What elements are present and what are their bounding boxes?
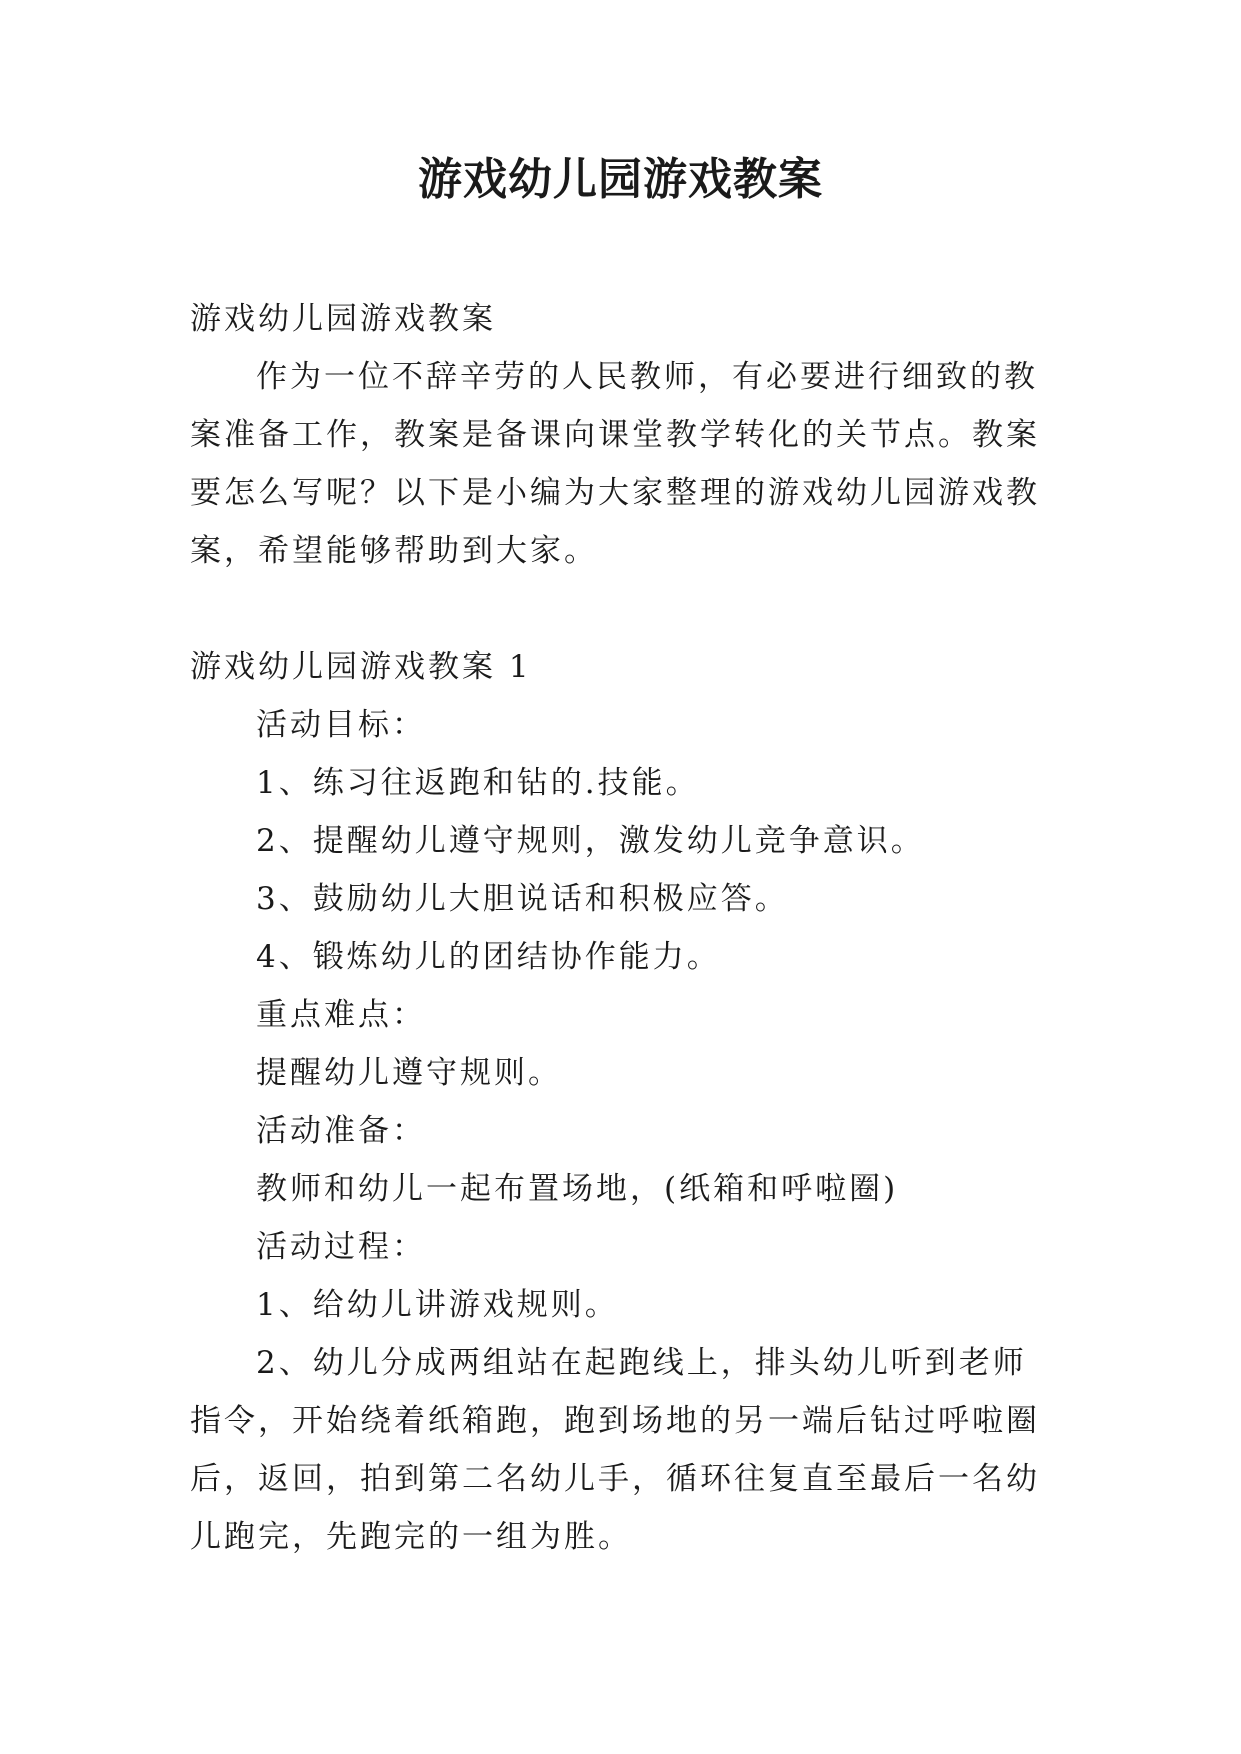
prep-text: 教师和幼儿一起布置场地，(纸箱和呼啦圈) [256,1171,899,1207]
document-title: 游戏幼儿园游戏教案 [418,154,823,205]
goal-item: 2、提醒幼儿遵守规则，激发幼儿竞争意识。 [256,823,925,859]
process-step: 2、幼儿分成两组站在起跑线上，排头幼儿听到老师指令，开始绕着纸箱跑，跑到场地的另一端后钻过呼啦圈后，返回，拍到第二名幼儿手，循环往复直至最后一名幼儿跑完，先跑完的一组为胜。 [190,1345,1040,1555]
intro-paragraph: 作为一位不辞辛劳的人民教师，有必要进行细致的教案准备工作，教案是备课向课堂教学转化的关节点。教案要怎么写呢？以下是小编为大家整理的游戏幼儿园游戏教案，希望能够帮助到大家。 [190,359,1040,569]
goals-label: 活动目标： [256,707,426,743]
process-step: 1、给幼儿讲游戏规则。 [256,1287,619,1323]
section-heading: 游戏幼儿园游戏教案 1 [190,649,532,685]
document-body [190,290,1060,1566]
document-subtitle: 游戏幼儿园游戏教案 [190,301,496,337]
process-label: 活动过程： [256,1229,426,1265]
goal-item: 3、鼓励幼儿大胆说话和积极应答。 [256,881,789,917]
prep-label: 活动准备： [256,1113,426,1149]
key-label: 重点难点： [256,997,426,1033]
key-text: 提醒幼儿遵守规则。 [256,1055,562,1091]
goal-item: 4、锻炼幼儿的团结协作能力。 [256,939,721,975]
goal-item: 1、练习往返跑和钻的.技能。 [256,765,700,801]
paragraph-gap [190,580,1060,638]
